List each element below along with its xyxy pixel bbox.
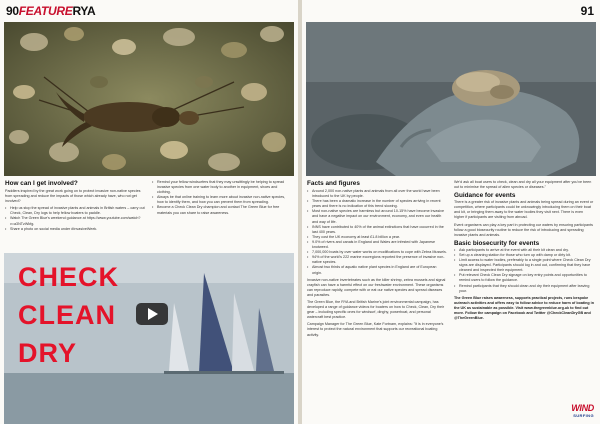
list-item: • 9.0% of rivers and canals in England and Wales are infested with Japanese knotweed. xyxy=(307,240,447,250)
facts-paragraph: Invasive non-native invertebrates such as the killer shrimp, zebra mussels and signal crayfish can have a harmful effect on our freshwater environment. These organisms can reproduce rapidly, compete with or eat our native species and spread diseases and parasites. xyxy=(307,277,446,297)
guidance-column xyxy=(454,180,594,323)
list-item: • Around 2,000 non-native plants and animals from all over the world have been introduced to the UK by people. xyxy=(307,189,447,199)
list-item: • 7,000,000 boats by over water works on modifications to cope with Zebra Mussels. xyxy=(307,250,447,255)
list-item: • They cost the UK economy at least £1.8 billion a year. xyxy=(307,235,447,240)
list-item: • Set up a cleaning station for those who turn up with damp or dirty kit. xyxy=(454,253,594,258)
windsurfing-logo xyxy=(571,404,594,420)
section-label: FEATURE xyxy=(18,4,73,18)
page-header-left xyxy=(6,4,95,18)
list-item: • Limit access to water bodies, preferably to a single point where Check Clean Dry signs are displayed. Participants should log in and out, confirming that they have cleaned and inspected their equipment. xyxy=(454,258,594,273)
guidance-paragraph: There is a greater risk of invasive plants and animals being spread during an event or competition, where participants could be unknowingly introducing them on their boat and kit, or bringing them away to the water bodies they visit next. There is even higher if participants are visiting from abroad. xyxy=(454,200,594,220)
involved-intro: Paddlers inspired by the great work going on to protect invasive non-native species from spreading and reduce the impacts of those which already have, who not get involved? xyxy=(5,189,141,204)
closing-paragraph: The Green Blue raises awareness, supports practical projects, runs bespoke outreach activities and offers easy to follow advice to reduce harm of boating in the UK as sustainable as possible. Visit www.thegreenblue.org.uk to find out more. Follow the campaign on Facebook and Twitter @CheckCleanDryGB and @TheGreenBlue. xyxy=(454,295,594,321)
page-number-right: 91 xyxy=(580,4,594,18)
play-icon[interactable] xyxy=(136,303,168,325)
right-page xyxy=(302,0,600,424)
involved-heading: How can I get involved? xyxy=(5,180,78,187)
logo-wordmark: WIND xyxy=(571,403,594,413)
page-number-left: 90 xyxy=(6,4,19,18)
crayfish-photo xyxy=(4,22,294,176)
logo-subword: SURFING xyxy=(573,413,594,418)
facts-paragraph: The Green Blue, the RYA and British Marine's joint environmental campaign, has developed a range of guidance videos for boaters on how to Check, Clean, Dry their gear – including specific ones for windsurf, dinghy, powerboat, and personal watercraft best practice. xyxy=(307,299,445,320)
list-item: • Become a Check Clean Dry champion and contact The Green Blue for free materials you can share to raise awareness. xyxy=(152,205,292,215)
list-item: • Help us stop the spread of invasive plants and animals in British waters – carry out Check, Clean, Dry logs to help fellow boaters to paddle. xyxy=(5,206,145,216)
list-item: • Remind your fellow windsurfers that they may unwittingly be helping to spread invasive species from one water body to another in equipment, shoes and clothing. xyxy=(152,180,292,195)
biosecurity-heading: Basic biosecurity for events xyxy=(454,239,540,247)
facts-heading: Facts and figures xyxy=(307,180,360,187)
list-item: • Most non-native species are harmless but around 10-15% have become invasive and have a negative impact on our environment, economy, and even our health and way of life. xyxy=(307,209,447,224)
list-item: • Share a photo on social media under #InvasiveWeek. xyxy=(5,227,145,232)
list-item: • Put relevant Check Clean Dry signage on key entry points and opportunities to remind users to follow the guidance. xyxy=(454,273,594,283)
left-column-b xyxy=(152,180,292,216)
facts-column xyxy=(307,180,447,340)
list-item: • Ask participants to arrive at the event with all their kit clean and dry. xyxy=(454,248,594,253)
video-title-dry: DRY xyxy=(18,338,78,368)
left-page xyxy=(0,0,298,424)
guidance-paragraph: Event organisers can play a key part in protecting our waters by ensuring participants follow a good biosecurity routine to reduce the risk of introducing and spreading invasive plants and animals. xyxy=(454,222,593,237)
facts-paragraph: Campaign Manager for The Green Blue, Kate Fortnam, explains: "It is in everyone's interest to protect the natural environment that supports our recreational boating activity. xyxy=(307,322,444,337)
list-item: • Always be that online training to learn more about invasive non-native species, how to identify them, and how you can prevent them from spreading. xyxy=(152,195,292,205)
mussel-in-hand-photo xyxy=(306,22,596,176)
list-item: • Remind participants that they should clean and dry their equipment after leaving your. xyxy=(454,284,594,294)
video-title-clean: CLEAN xyxy=(18,300,116,330)
list-item: • Watch The Green Blue's weekend guidance at https://www.youtube.com/watch?v=a3NTzWkfg. xyxy=(5,216,145,226)
list-item: • 94% of the world's 222 marine ecoregions reported the presence of invasive non-native species. xyxy=(307,255,447,265)
list-item: • Almost two thirds of aquatic native plant species in England are of European origin. xyxy=(307,265,447,275)
guidance-heading: Guidance for events xyxy=(454,192,516,200)
video-title-check: CHECK xyxy=(18,262,120,292)
list-item: • There has been a dramatic increase in the number of species arriving in recent years and there is no indication of this trend slowing. xyxy=(307,199,447,209)
video-thumbnail[interactable] xyxy=(4,253,294,424)
left-column-a xyxy=(5,180,145,232)
list-item: • INNS have contributed to 40% of the animal extinctions that have occurred in the last 400 years. xyxy=(307,225,447,235)
quote-continuation: We'd ask all boat users to check, clean and dry all your equipment after you've been out to minimise the spread of alien species or diseases." xyxy=(454,180,592,190)
brand-label: RYA xyxy=(72,4,96,18)
